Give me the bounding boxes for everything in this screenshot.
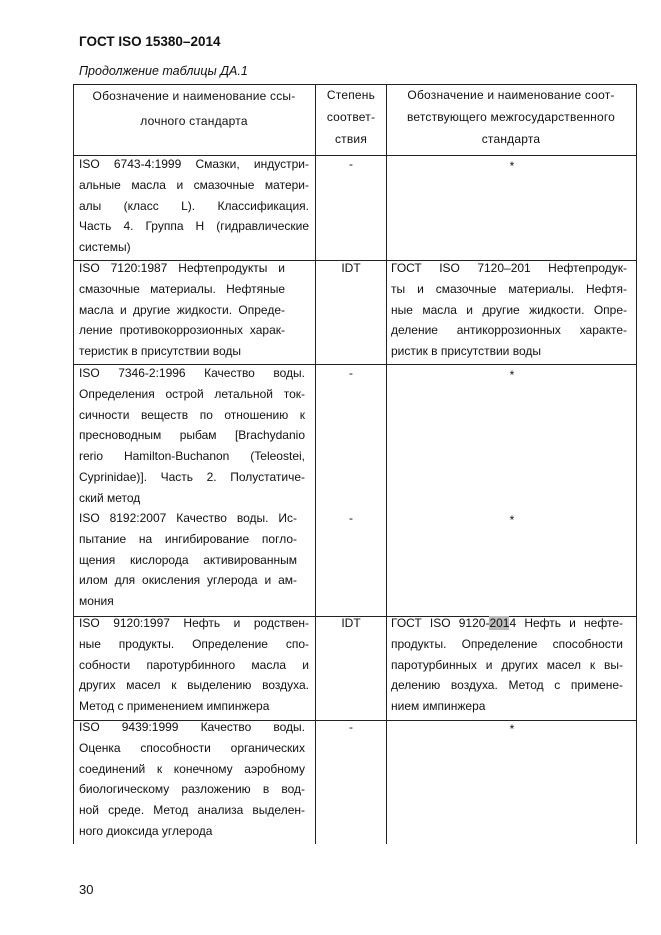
table-row-ref-iso-9439: ISO 9439:1999 Качество воды. Оценка способности органических соединений к конечному аэробному биологическому разложению в вод- ной среде. Метод анализа выделен- ного диоксида углерода (79, 720, 305, 838)
table-row-ref-iso-6743-4: ISO 6743-4:1999 Смазки, индустри- альные масла и смазочные матери- алы (класс L). Классификация. Часть 4. Группа H (гидравлические системы) (79, 157, 309, 255)
table-row-ref-iso-9120: ISO 9120:1997 Нефть и родствен- ные продукты. Определение спо- собности паротурбинного масла и других масел к выделению воздуха. Метод с применением импинжера (79, 616, 309, 714)
document-header: ГОСТ ISO 15380–2014 (79, 34, 221, 49)
table-row-gost: * (509, 722, 515, 736)
table-row-degree: - (349, 366, 353, 380)
column-header-degree: Степень соответ- ствия (326, 88, 376, 146)
table-row-gost: * (509, 368, 515, 382)
column-header-gost: Обозначение и наименование соот- ветствующего межгосударственного стандарта (406, 88, 616, 146)
table-row-gost-9120: ГОСТ ISO 9120-2014 Нефть и нефте- продукты. Определение способности паротурбинных и других масел к вы- делению воздуха. Метод с примене- нием импинжера (391, 616, 623, 714)
table-row-gost-7120: ГОСТ ISO 7120–201 Нефтепродук- ты и смазочные материалы. Нефтя- ные масла и другие жидкости. Опре- деление антикоррозионных характе- ристик в присутствии воды (391, 261, 627, 359)
table-row-degree: - (349, 720, 353, 734)
table-row-ref-iso-8192: ISO 8192:2007 Качество воды. Ис- пытание на ингибирование погло- щения кислорода активированным илом для окисления углерода и ам- мония (79, 511, 297, 609)
table-row-gost: * (509, 513, 515, 527)
table-row-gost: * (509, 159, 515, 173)
table-row-degree: - (349, 157, 353, 171)
page-number: 30 (79, 882, 94, 897)
table-row-ref-iso-7120: ISO 7120:1987 Нефтепродукты и смазочные материалы. Нефтяные масла и другие жидкости. Опреде- ление противокоррозионных харак- теристик в присутствии воды (79, 261, 285, 359)
table-row-ref-iso-7346-2: ISO 7346-2:1996 Качество воды. Определения острой летальной ток- сичности веществ по отношению к пресноводным рыбам [Brachydanio rerio Hamilton-Buchanon (Teleostei, Cyprinidae)]. Часть 2. Полустатиче- ский метод (79, 366, 305, 505)
table-caption: Продолжение таблицы ДА.1 (79, 64, 248, 78)
table-row-degree: - (349, 511, 353, 525)
standards-table (73, 84, 637, 844)
table-row-degree: IDT (341, 616, 361, 630)
column-header-reference: Обозначение и наименование ссы- лочного стандарта (92, 89, 296, 128)
table-row-degree: IDT (341, 261, 361, 275)
